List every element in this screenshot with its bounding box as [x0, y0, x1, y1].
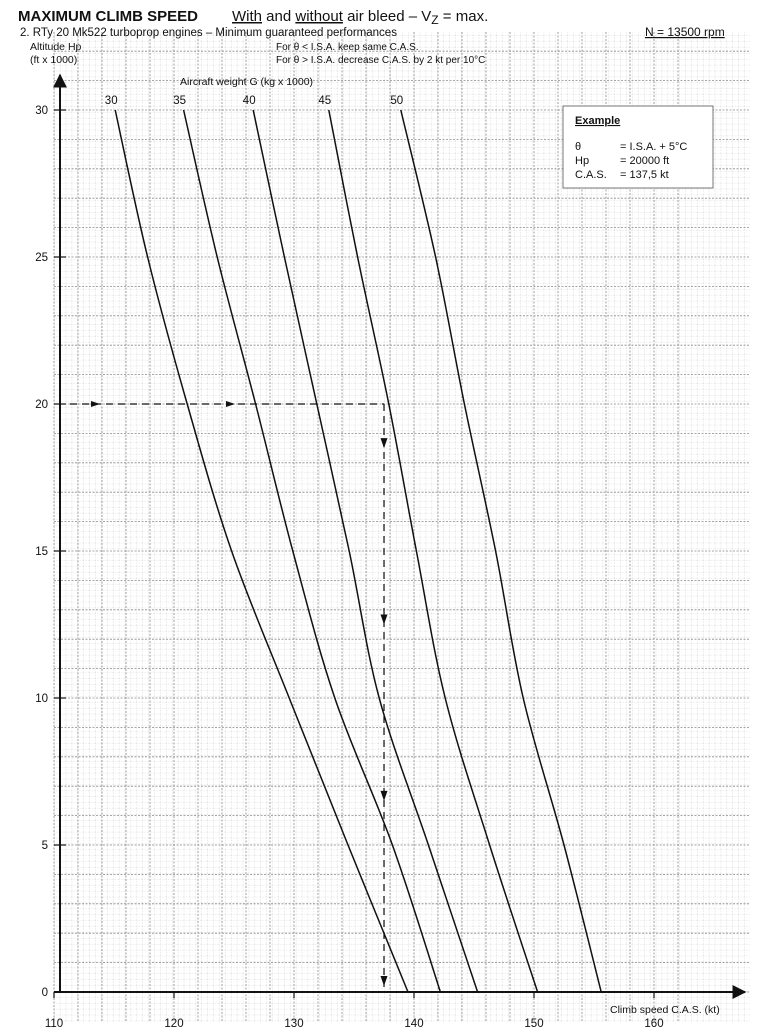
series-title: Aircraft weight G (kg x 1000): [180, 76, 314, 88]
x-tick-label: 110: [44, 1018, 64, 1030]
title-without: without: [295, 8, 343, 25]
chart-subtitle: 2. RTy 20 Mk522 turboprop engines – Minimum guaranteed performances: [20, 27, 397, 39]
title-end: = max.: [438, 8, 489, 25]
y-tick-label: 30: [35, 105, 48, 117]
weight-curve-label-35: 35: [173, 95, 186, 107]
x-tick-label: 150: [524, 1018, 544, 1030]
example-value-hp: = 20000 ft: [620, 155, 670, 167]
temperature-note-1: For θ < I.S.A. keep same C.A.S.: [276, 42, 419, 53]
title-sub: Z: [431, 13, 439, 27]
x-tick-label: 140: [404, 1018, 424, 1030]
weight-curve-label-30: 30: [104, 95, 118, 107]
y-tick-label: 0: [41, 987, 48, 999]
example-heading: Example: [575, 115, 621, 127]
example-value-theta: = I.S.A. + 5°C: [620, 141, 688, 153]
y-tick-label: 20: [35, 399, 48, 411]
example-box: [563, 106, 713, 188]
example-label-cas: C.A.S.: [575, 169, 607, 181]
y-tick-label: 10: [35, 693, 48, 705]
example-label-theta: θ: [575, 141, 582, 153]
weight-curve-label-40: 40: [242, 95, 256, 107]
rpm-label: N = 13500 rpm: [645, 25, 725, 39]
x-tick-label: 160: [644, 1018, 664, 1030]
example-value-cas: = 137,5 kt: [620, 169, 669, 181]
chart-title: MAXIMUM CLIMB SPEED: [18, 8, 198, 25]
weight-curve-label-50: 50: [390, 95, 404, 107]
y-tick-label: 25: [35, 252, 48, 264]
title-with: With: [232, 8, 262, 25]
y-axis-title-2: (ft x 1000): [30, 54, 78, 66]
chart-title-detail: [232, 8, 488, 27]
title-tail: air bleed – V: [342, 8, 432, 25]
y-tick-label: 5: [41, 840, 48, 852]
x-tick-label: 130: [284, 1018, 304, 1030]
y-tick-label: 15: [35, 546, 48, 558]
example-label-hp: Hp: [575, 155, 590, 167]
title-and: and: [262, 8, 296, 25]
temperature-note-2: For θ > I.S.A. decrease C.A.S. by 2 kt per 10°C: [276, 55, 486, 66]
x-tick-label: 120: [164, 1018, 184, 1030]
y-axis-title-1: Altitude Hp: [30, 41, 82, 53]
x-axis-title: Climb speed C.A.S. (kt): [610, 1004, 720, 1016]
weight-curve-label-45: 45: [318, 95, 332, 107]
